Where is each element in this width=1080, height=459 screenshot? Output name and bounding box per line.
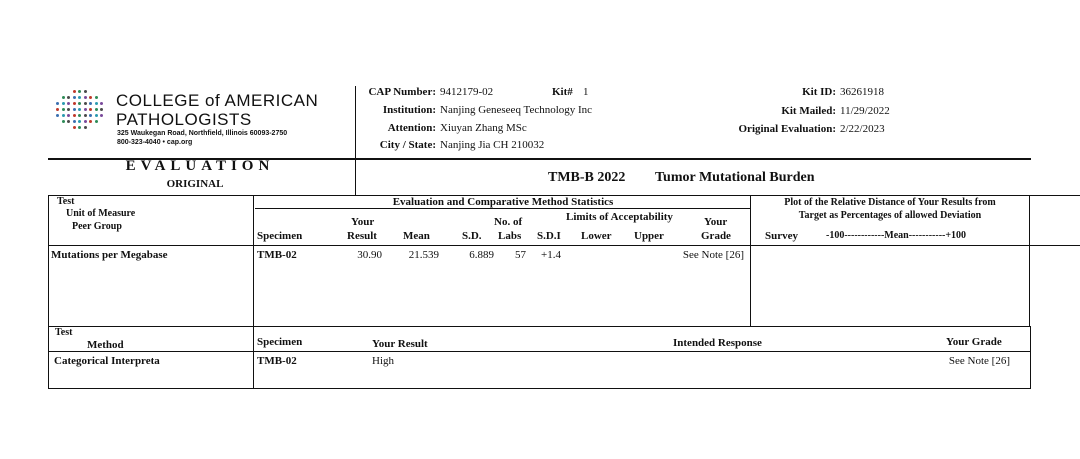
logo-dot-icon: [62, 120, 65, 123]
logo-dot-icon: [73, 114, 76, 117]
logo-dot-icon: [95, 114, 98, 117]
row1-result: 30.90: [357, 249, 382, 261]
logo-dot-icon: [62, 108, 65, 111]
logo-dot-icon: [89, 108, 92, 111]
logo-dot-icon: [84, 114, 87, 117]
logo-dot-icon: [67, 108, 70, 111]
logo-dot-icon: [100, 102, 103, 105]
logo-dot-icon: [62, 96, 65, 99]
logo-dot-icon: [84, 96, 87, 99]
logo-dot-icon: [89, 102, 92, 105]
row2-grade: See Note [26]: [948, 355, 1010, 367]
table2-head-grade: Your Grade: [946, 336, 1002, 348]
logo-dot-icon: [95, 96, 98, 99]
logo-dot-icon: [67, 102, 70, 105]
row1-test: Mutations per Megabase: [51, 249, 168, 261]
cap-number-label: CAP Number:: [368, 86, 436, 98]
logo-dot-icon: [73, 90, 76, 93]
logo-org-line2: PATHOLOGISTS: [116, 110, 252, 129]
logo-dot-icon: [84, 102, 87, 105]
table2-head-result: Your Result: [372, 338, 428, 350]
logo-dot-icon: [78, 96, 81, 99]
table2-bottom-border: [48, 388, 1031, 389]
col-labs: Labs: [498, 230, 522, 242]
logo-dot-icon: [73, 102, 76, 105]
logo-dot-icon: [73, 96, 76, 99]
program-code: TMB-B 2022: [548, 170, 626, 185]
logo-dot-icon: [78, 90, 81, 93]
table2-head-specimen: Specimen: [257, 336, 303, 348]
evaluation-title: EVALUATION: [125, 158, 275, 174]
cap-logo: [56, 88, 356, 150]
logo-dot-icon: [73, 120, 76, 123]
col-mean: Mean: [403, 230, 430, 242]
row2-test: Categorical Interpreta: [54, 355, 160, 367]
kit-id-label: Kit ID:: [802, 86, 836, 98]
col-sdi: S.D.I: [537, 230, 561, 242]
row1-labs: 57: [515, 249, 526, 261]
stats-title: Evaluation and Comparative Method Statistics: [392, 196, 614, 208]
col-your: Your: [351, 216, 375, 228]
logo-dot-icon: [100, 114, 103, 117]
institution-value: Nanjing Geneseeq Technology Inc: [440, 104, 593, 116]
table2-right-border: [1030, 326, 1031, 388]
logo-dot-icon: [89, 120, 92, 123]
col-result: Result: [347, 230, 377, 242]
program-name: Tumor Mutational Burden: [655, 170, 815, 185]
logo-dot-icon: [95, 120, 98, 123]
plot-scale: -100------------Mean-----------+100: [826, 230, 967, 241]
logo-dot-icon: [84, 126, 87, 129]
table1-right-border: [1029, 195, 1030, 326]
kit-label: Kit#: [552, 86, 573, 98]
city-label: City / State:: [379, 139, 436, 151]
row1-specimen: TMB-02: [257, 249, 297, 261]
col-no-of: No. of: [494, 216, 523, 228]
table2-head-method: Method: [87, 339, 124, 351]
row2-result: High: [372, 355, 394, 367]
city-value: Nanjing Jia CH 210032: [440, 139, 545, 151]
col-sd: S.D.: [462, 230, 482, 242]
logo-dot-icon: [78, 114, 81, 117]
logo-dot-icon: [95, 102, 98, 105]
row1-sd: 6.889: [469, 249, 494, 261]
table2-left-border: [48, 326, 49, 388]
original-evaluation-label: Original Evaluation:: [738, 123, 836, 135]
plot-title-line1: Plot of the Relative Distance of Your Results from: [784, 197, 996, 208]
table2-top-border: [48, 326, 1031, 327]
stats-title-underline: [255, 208, 750, 209]
col-lower: Lower: [581, 230, 612, 242]
logo-dot-icon: [95, 108, 98, 111]
logo-dot-icon: [84, 90, 87, 93]
table1-head-unit: Unit of Measure: [66, 208, 136, 219]
evaluation-subtitle: ORIGINAL: [166, 178, 224, 190]
logo-org-line1: COLLEGE of AMERICAN: [116, 91, 319, 110]
logo-dot-icon: [56, 108, 59, 111]
table1-left-border: [48, 195, 49, 326]
table1-head-peer: Peer Group: [72, 221, 122, 232]
institution-label: Institution:: [382, 104, 436, 116]
kit-mailed-value: 11/29/2022: [840, 105, 890, 117]
logo-dot-icon: [56, 102, 59, 105]
table2-head-test: Test: [55, 327, 73, 338]
row2-specimen: TMB-02: [257, 355, 297, 367]
logo-contact: 800-323-4040 • cap.org: [117, 139, 193, 146]
logo-dot-icon: [73, 108, 76, 111]
table2-head-intended: Intended Response: [673, 337, 762, 349]
table2-header-rule: [48, 351, 1031, 352]
col-your-grade-2: Grade: [701, 230, 731, 242]
original-evaluation-value: 2/22/2023: [840, 123, 885, 135]
logo-dot-icon: [100, 108, 103, 111]
attention-value: Xiuyan Zhang MSc: [440, 122, 527, 134]
logo-dot-icon: [67, 120, 70, 123]
limits-title: Limits of Acceptability: [566, 211, 673, 223]
logo-dot-icon: [62, 114, 65, 117]
cap-number-value: 9412179-02: [440, 86, 494, 98]
logo-dot-icon: [89, 96, 92, 99]
logo-dot-icon: [56, 114, 59, 117]
logo-dot-icon: [84, 108, 87, 111]
logo-address: 325 Waukegan Road, Northfield, Illinois 60093-2750: [117, 130, 288, 137]
table2-col-divider: [253, 326, 254, 388]
row1-mean: 21.539: [408, 249, 439, 261]
logo-dot-icon: [67, 96, 70, 99]
plot-title-line2: Target as Percentages of allowed Deviation: [798, 210, 982, 221]
col-upper: Upper: [634, 230, 664, 242]
logo-dot-icon: [78, 126, 81, 129]
row1-sdi: +1.4: [541, 249, 561, 261]
kit-mailed-label: Kit Mailed:: [781, 105, 836, 117]
cap-logo-dots-icon: [56, 90, 106, 134]
col-your-grade-1: Your: [704, 216, 728, 228]
col-specimen: Specimen: [257, 230, 303, 242]
table1-head-test: Test: [57, 196, 75, 207]
logo-dot-icon: [78, 120, 81, 123]
logo-dot-icon: [73, 126, 76, 129]
kit-value: 1: [583, 86, 589, 98]
logo-dot-icon: [89, 114, 92, 117]
attention-label: Attention:: [387, 122, 436, 134]
table1-col-divider-1: [253, 195, 254, 326]
logo-dot-icon: [78, 102, 81, 105]
logo-dot-icon: [78, 108, 81, 111]
row1-grade: See Note [26]: [682, 249, 744, 261]
logo-dot-icon: [62, 102, 65, 105]
table1-header-rule: [48, 245, 1080, 246]
logo-dot-icon: [67, 114, 70, 117]
kit-id-value: 36261918: [840, 86, 884, 98]
logo-dot-icon: [84, 120, 87, 123]
plot-survey-label: Survey: [765, 230, 798, 242]
